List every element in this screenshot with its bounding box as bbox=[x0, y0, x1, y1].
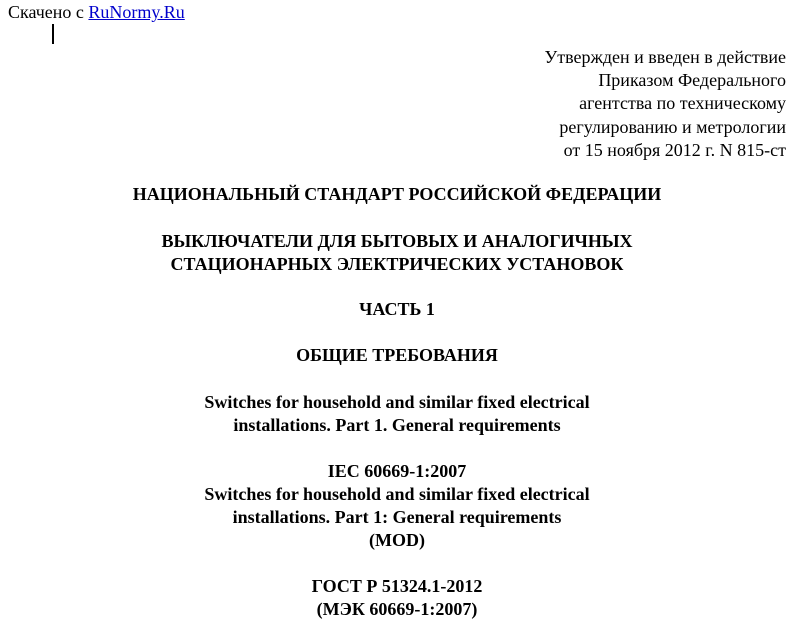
approval-line: агентства по техническому bbox=[579, 93, 786, 114]
national-standard-heading bbox=[0, 183, 794, 206]
iec-title-line: installations. Part 1: General requirements bbox=[232, 507, 562, 527]
source-link[interactable]: RuNormy.Ru bbox=[88, 2, 185, 22]
standard-title-line: СТАЦИОНАРНЫХ ЭЛЕКТРИЧЕСКИХ УСТАНОВОК bbox=[170, 254, 624, 274]
source-line bbox=[8, 2, 185, 22]
approval-block bbox=[544, 46, 786, 162]
english-title-line: installations. Part 1. General requirements bbox=[233, 415, 561, 435]
national-standard-text: НАЦИОНАЛЬНЫЙ СТАНДАРТ РОССИЙСКОЙ ФЕДЕРАЦИИ bbox=[132, 184, 662, 204]
standard-general-text: ОБЩИЕ ТРЕБОВАНИЯ bbox=[296, 345, 498, 365]
iec-code: IEC 60669-1:2007 bbox=[327, 461, 467, 481]
standard-part-text: ЧАСТЬ 1 bbox=[359, 299, 435, 319]
source-prefix: Скачено с bbox=[8, 2, 89, 22]
approval-line: от 15 ноября 2012 г. N 815-ст bbox=[563, 139, 786, 160]
gost-designation bbox=[0, 575, 794, 621]
gost-iec-ref: (МЭК 60669-1:2007) bbox=[316, 599, 478, 619]
english-title bbox=[0, 391, 794, 437]
english-title-line: Switches for household and similar fixed electrical bbox=[204, 392, 590, 412]
standard-title-line: ВЫКЛЮЧАТЕЛИ ДЛЯ БЫТОВЫХ И АНАЛОГИЧНЫХ bbox=[161, 231, 633, 251]
gost-code: ГОСТ Р 51324.1-2012 bbox=[311, 576, 483, 596]
iec-modification: (MOD) bbox=[369, 530, 425, 550]
approval-line: Утвержден и введен в действие bbox=[544, 47, 786, 67]
standard-title bbox=[0, 230, 794, 276]
iec-title-line: Switches for household and similar fixed electrical bbox=[204, 484, 590, 504]
approval-line: Приказом Федерального bbox=[598, 70, 786, 91]
standard-general-requirements bbox=[0, 344, 794, 367]
approval-line: регулированию и метрологии bbox=[559, 116, 786, 137]
text-cursor bbox=[52, 24, 54, 44]
iec-reference bbox=[0, 460, 794, 552]
standard-part bbox=[0, 298, 794, 321]
